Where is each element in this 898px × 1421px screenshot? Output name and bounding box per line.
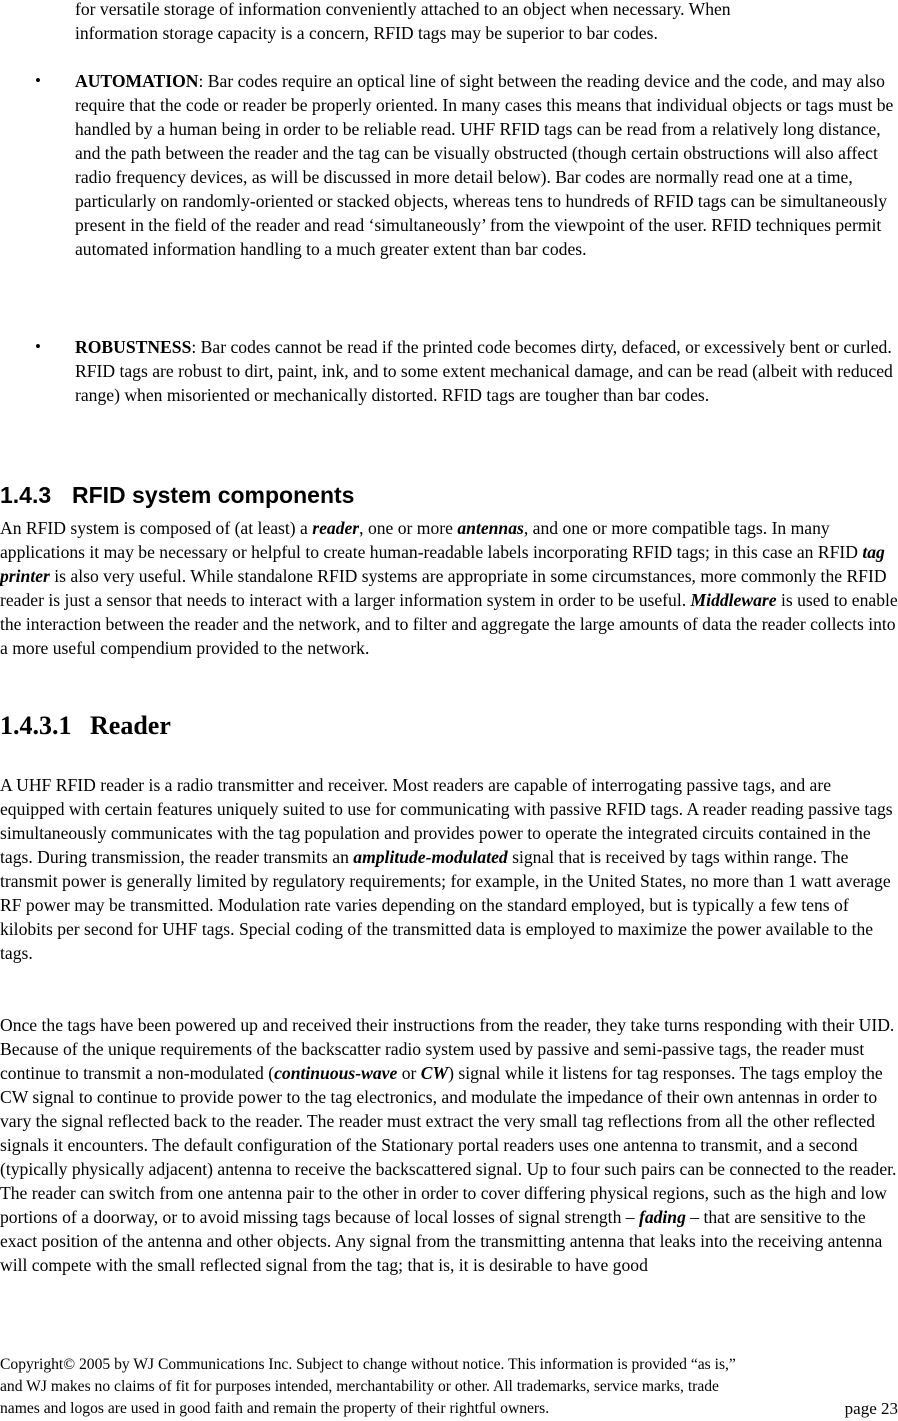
intro-tail-line-2: information storage capacity is a concern, RFID tags may be superior to bar codes. (75, 23, 658, 43)
term-amplitude-modulated: amplitude-modulated (353, 847, 508, 867)
bullet-robustness-label: ROBUSTNESS (75, 337, 192, 357)
term-tag-printer: tag printer (0, 542, 885, 586)
bullet-automation-label: AUTOMATION (75, 71, 199, 91)
term-continuous-wave: continuous-wave (274, 1063, 398, 1083)
term-middleware: Middleware (690, 590, 777, 610)
bullet-robustness (75, 335, 897, 407)
bullet-robustness-text: : Bar codes cannot be read if the printed code becomes dirty, defaced, or excessively bent or curled. RFID tags are robust to dirt, paint, ink, and to some extent mechanical damage, and can be read (albeit with reduced range) when misoriented or mechanically distorted. RFID tags are tougher than bar codes. (75, 337, 893, 405)
subsection-number: 1.4.3.1 (0, 711, 72, 740)
bullet-marker-automation: • (35, 71, 41, 90)
reader-paragraph-1: A UHF RFID reader is a radio transmitter and receiver. Most readers are capable of interrogating passive tags, and are equipped with certain features uniquely suited to use for communicating with passive RFID tags. A reader reading passive tags simultaneously communicates with the tag population and provides power to operate the integrated circuits contained in the tags. During transmission, the reader transmits an amplitude-modulated signal that is received by tags within range. The transmit power is generally limited by regulatory requirements; for example, in the United States, no more than 1 watt average RF power may be transmitted. Modulation rate varies depending on the standard employed, but is typically a few tens of kilobits per second for UHF tags. Special coding of the transmitted data is employed to maximize the power available to the tags. (0, 775, 893, 963)
footer-line-3: names and logos are used in good faith and remain the property of their rightful owners. (0, 1400, 550, 1417)
section-heading (0, 481, 354, 509)
term-cw: CW (420, 1063, 449, 1083)
section-number: 1.4.3 (0, 482, 52, 508)
reader-paragraph-2: Once the tags have been powered up and received their instructions from the reader, they take turns responding with their UID. Because of the unique requirements of the backscatter radio system used by passive and semi-passive tags, the reader must continue to transmit a non-modulated (continuous-wave or CW) signal while it listens for tag responses. The tags employ the CW signal to continue to provide power to the tag electronics, and modulate the impedance of their own antennas in order to vary the signal reflected back to the reader. The reader must extract the very small tag reflections from all the other reflected signals it encounters. The default configuration of the Stationary portal readers uses one antenna to transmit, and a second (typically physically adjacent) antenna to receive the backscattered signal. Up to four such pairs can be connected to the reader. The reader can switch from one antenna pair to the other in order to cover differing physical regions, such as the high and low portions of a doorway, or to avoid missing tags because of local losses of signal strength – fading – that are sensitive to the exact position of the antenna and other objects. Any signal from the transmitting antenna that leaks into the receiving antenna will compete with the small reflected signal from the tag; that is, it is desirable to have good (0, 1015, 897, 1275)
bullet-automation-text: : Bar codes require an optical line of sight between the reading device and the code, and may also require that the code or reader be properly oriented. In many cases this means that individual objects or tags must be handled by a human being in order to be reliable read. UHF RFID tags can be read from a relatively long distance, and the path between the reader and the tag can be visually obstructed (though certain obstructions will also affect radio frequency devices, as will be discussed in more detail below). Bar codes are normally read one at a time, particularly on randomly-oriented or stacked objects, whereas tens to hundreds of RFID tags can be simultaneously present in the field of the reader and read ‘simultaneously’ from the viewpoint of the user. RFID techniques permit automated information handling to a much greater extent than bar codes. (75, 71, 894, 259)
term-antennas: antennas (457, 518, 524, 538)
bullet-marker-robustness: • (35, 337, 41, 356)
page-footer (0, 1354, 898, 1420)
intro-tail (75, 0, 897, 45)
subsection-heading (0, 710, 171, 742)
bullet-automation (75, 69, 897, 261)
footer-line-1: Copyright© 2005 by WJ Communications Inc. Subject to change without notice. This information is provided “as is,” (0, 1356, 736, 1373)
subsection-title: Reader (90, 711, 171, 740)
section-paragraph: An RFID system is composed of (at least) a reader, one or more antennas, and one or more compatible tags. In many applications it may be necessary or helpful to create human-readable labels incorporating RFID tags; in this case an RFID tag printer is also very useful. While standalone RFID systems are appropriate in some circumstances, more commonly the RFID reader is just a sensor that needs to interact with a larger information system in order to be useful. Middleware is used to enable the interaction between the reader and the network, and to filter and aggregate the large amounts of data the reader collects into a more useful compendium provided to the network. (0, 518, 898, 658)
term-reader: reader (312, 518, 360, 538)
term-fading: fading (638, 1207, 686, 1227)
page-number: page 23 (844, 1399, 898, 1418)
intro-tail-line-1: for versatile storage of information conveniently attached to an object when necessary. When (75, 0, 731, 19)
section-title: RFID system components (72, 482, 355, 508)
footer-line-2: and WJ makes no claims of fit for purposes intended, merchantability or other. All trademarks, service marks, trade (0, 1378, 719, 1395)
